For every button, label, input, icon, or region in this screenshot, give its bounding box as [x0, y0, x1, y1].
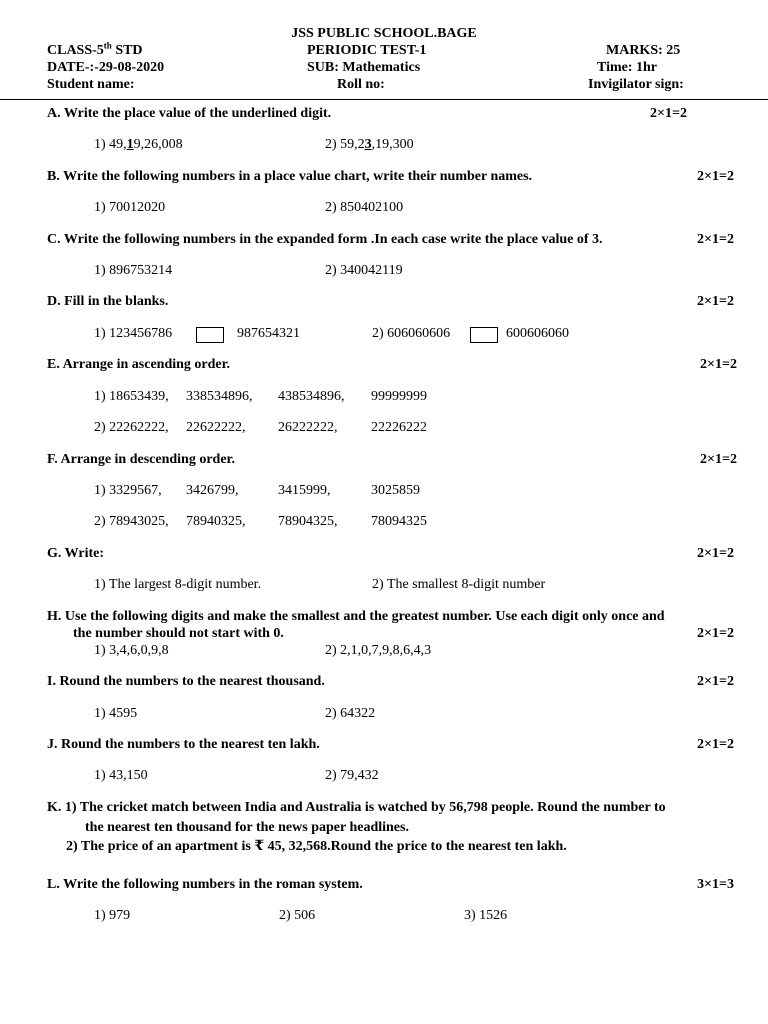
question-a-item-2: 2) 59,23,19,300 [325, 137, 414, 152]
question-i-item-1: 1) 4595 [94, 706, 138, 721]
question-j-marks: 2×1=2 [697, 737, 734, 752]
question-e-row-1-n3: 438534896, [278, 389, 345, 404]
question-g-item-1: 1) The largest 8-digit number. [94, 577, 262, 592]
question-g-marks: 2×1=2 [697, 546, 734, 561]
invigilator-sign-label: Invigilator sign: [588, 77, 684, 92]
question-e-row-1-n1: 1) 18653439, [94, 389, 169, 404]
question-c-marks: 2×1=2 [697, 232, 734, 247]
question-h-title-line-2: the number should not start with 0. [73, 626, 284, 641]
question-b-item-1: 1) 70012020 [94, 200, 166, 215]
question-l-title: L. Write the following numbers in the roman system. [47, 877, 363, 892]
question-c-item-1: 1) 896753214 [94, 263, 173, 278]
question-h-marks: 2×1=2 [697, 626, 734, 641]
question-e-row-2-n4: 22226222 [371, 420, 427, 435]
question-d-marks: 2×1=2 [697, 294, 734, 309]
question-b-item-2: 2) 850402100 [325, 200, 404, 215]
question-a-title: A. Write the place value of the underlined digit. [47, 106, 332, 121]
question-f-row-2-n1: 2) 78943025, [94, 514, 169, 529]
question-i-item-2: 2) 64322 [325, 706, 376, 721]
question-e-row-2-n1: 2) 22262222, [94, 420, 169, 435]
marks-total: MARKS: 25 [606, 43, 681, 58]
question-a-item-1: 1) 49,19,26,008 [94, 137, 183, 152]
header-divider [0, 99, 768, 100]
subject-label: SUB: Mathematics [307, 60, 421, 75]
question-k-line-3: 2) The price of an apartment is ₹ 45, 32,568.Round the price to the nearest ten lakh. [66, 839, 567, 854]
question-e-row-1-n4: 99999999 [371, 389, 427, 404]
question-f-row-2-n4: 78094325 [371, 514, 427, 529]
question-d-item-2-right: 600606060 [506, 326, 569, 341]
question-i-marks: 2×1=2 [697, 674, 734, 689]
question-l-item-2: 2) 506 [279, 908, 316, 923]
question-g-title: G. Write: [47, 546, 105, 561]
question-e-row-2-n3: 26222222, [278, 420, 338, 435]
school-name: JSS PUBLIC SCHOOL.BAGE [291, 26, 477, 41]
question-f-row-2-n2: 78940325, [186, 514, 246, 529]
date-label: DATE-:-29-08-2020 [47, 60, 165, 75]
question-f-row-2-n3: 78904325, [278, 514, 338, 529]
blank-box-1[interactable] [196, 327, 224, 343]
question-h-item-2: 2) 2,1,0,7,9,8,6,4,3 [325, 643, 432, 658]
question-d-item-1-right: 987654321 [237, 326, 300, 341]
question-j-item-2: 2) 79,432 [325, 768, 379, 783]
question-k-line-1: K. 1) The cricket match between India and Australia is watched by 56,798 people. Round the number to [47, 800, 666, 815]
roll-no-label: Roll no: [337, 77, 385, 92]
question-k-line-2: the nearest ten thousand for the news paper headlines. [85, 820, 409, 835]
question-b-title: B. Write the following numbers in a place value chart, write their number names. [47, 169, 533, 184]
time-label: Time: 1hr [597, 60, 658, 75]
student-name-label: Student name: [47, 77, 135, 92]
question-f-title: F. Arrange in descending order. [47, 452, 235, 467]
question-i-title: I. Round the numbers to the nearest thousand. [47, 674, 325, 689]
question-e-row-2-n2: 22622222, [186, 420, 246, 435]
test-title: PERIODIC TEST-1 [307, 43, 427, 58]
question-c-item-2: 2) 340042119 [325, 263, 403, 278]
question-f-row-1-n2: 3426799, [186, 483, 239, 498]
question-f-marks: 2×1=2 [700, 452, 737, 467]
question-j-title: J. Round the numbers to the nearest ten lakh. [47, 737, 320, 752]
class-label: CLASS-5th STD [47, 40, 143, 58]
question-h-item-1: 1) 3,4,6,0,9,8 [94, 643, 169, 658]
question-a-marks: 2×1=2 [650, 106, 687, 121]
question-f-row-1-n3: 3415999, [278, 483, 331, 498]
question-l-item-1: 1) 979 [94, 908, 131, 923]
question-l-marks: 3×1=3 [697, 877, 734, 892]
question-j-item-1: 1) 43,150 [94, 768, 148, 783]
question-e-title: E. Arrange in ascending order. [47, 357, 231, 372]
question-f-row-1-n1: 1) 3329567, [94, 483, 162, 498]
question-e-marks: 2×1=2 [700, 357, 737, 372]
question-e-row-1-n2: 338534896, [186, 389, 253, 404]
question-d-item-1-left: 1) 123456786 [94, 326, 173, 341]
question-g-item-2: 2) The smallest 8-digit number [372, 577, 546, 592]
question-h-title-line-1: H. Use the following digits and make the smallest and the greatest number. Use each digit only once and [47, 609, 665, 624]
question-f-row-1-n4: 3025859 [371, 483, 420, 498]
question-b-marks: 2×1=2 [697, 169, 734, 184]
question-c-title: C. Write the following numbers in the expanded form .In each case write the place value of 3. [47, 232, 603, 247]
question-l-item-3: 3) 1526 [464, 908, 508, 923]
question-d-title: D. Fill in the blanks. [47, 294, 169, 309]
question-d-item-2-left: 2) 606060606 [372, 326, 451, 341]
blank-box-2[interactable] [470, 327, 498, 343]
